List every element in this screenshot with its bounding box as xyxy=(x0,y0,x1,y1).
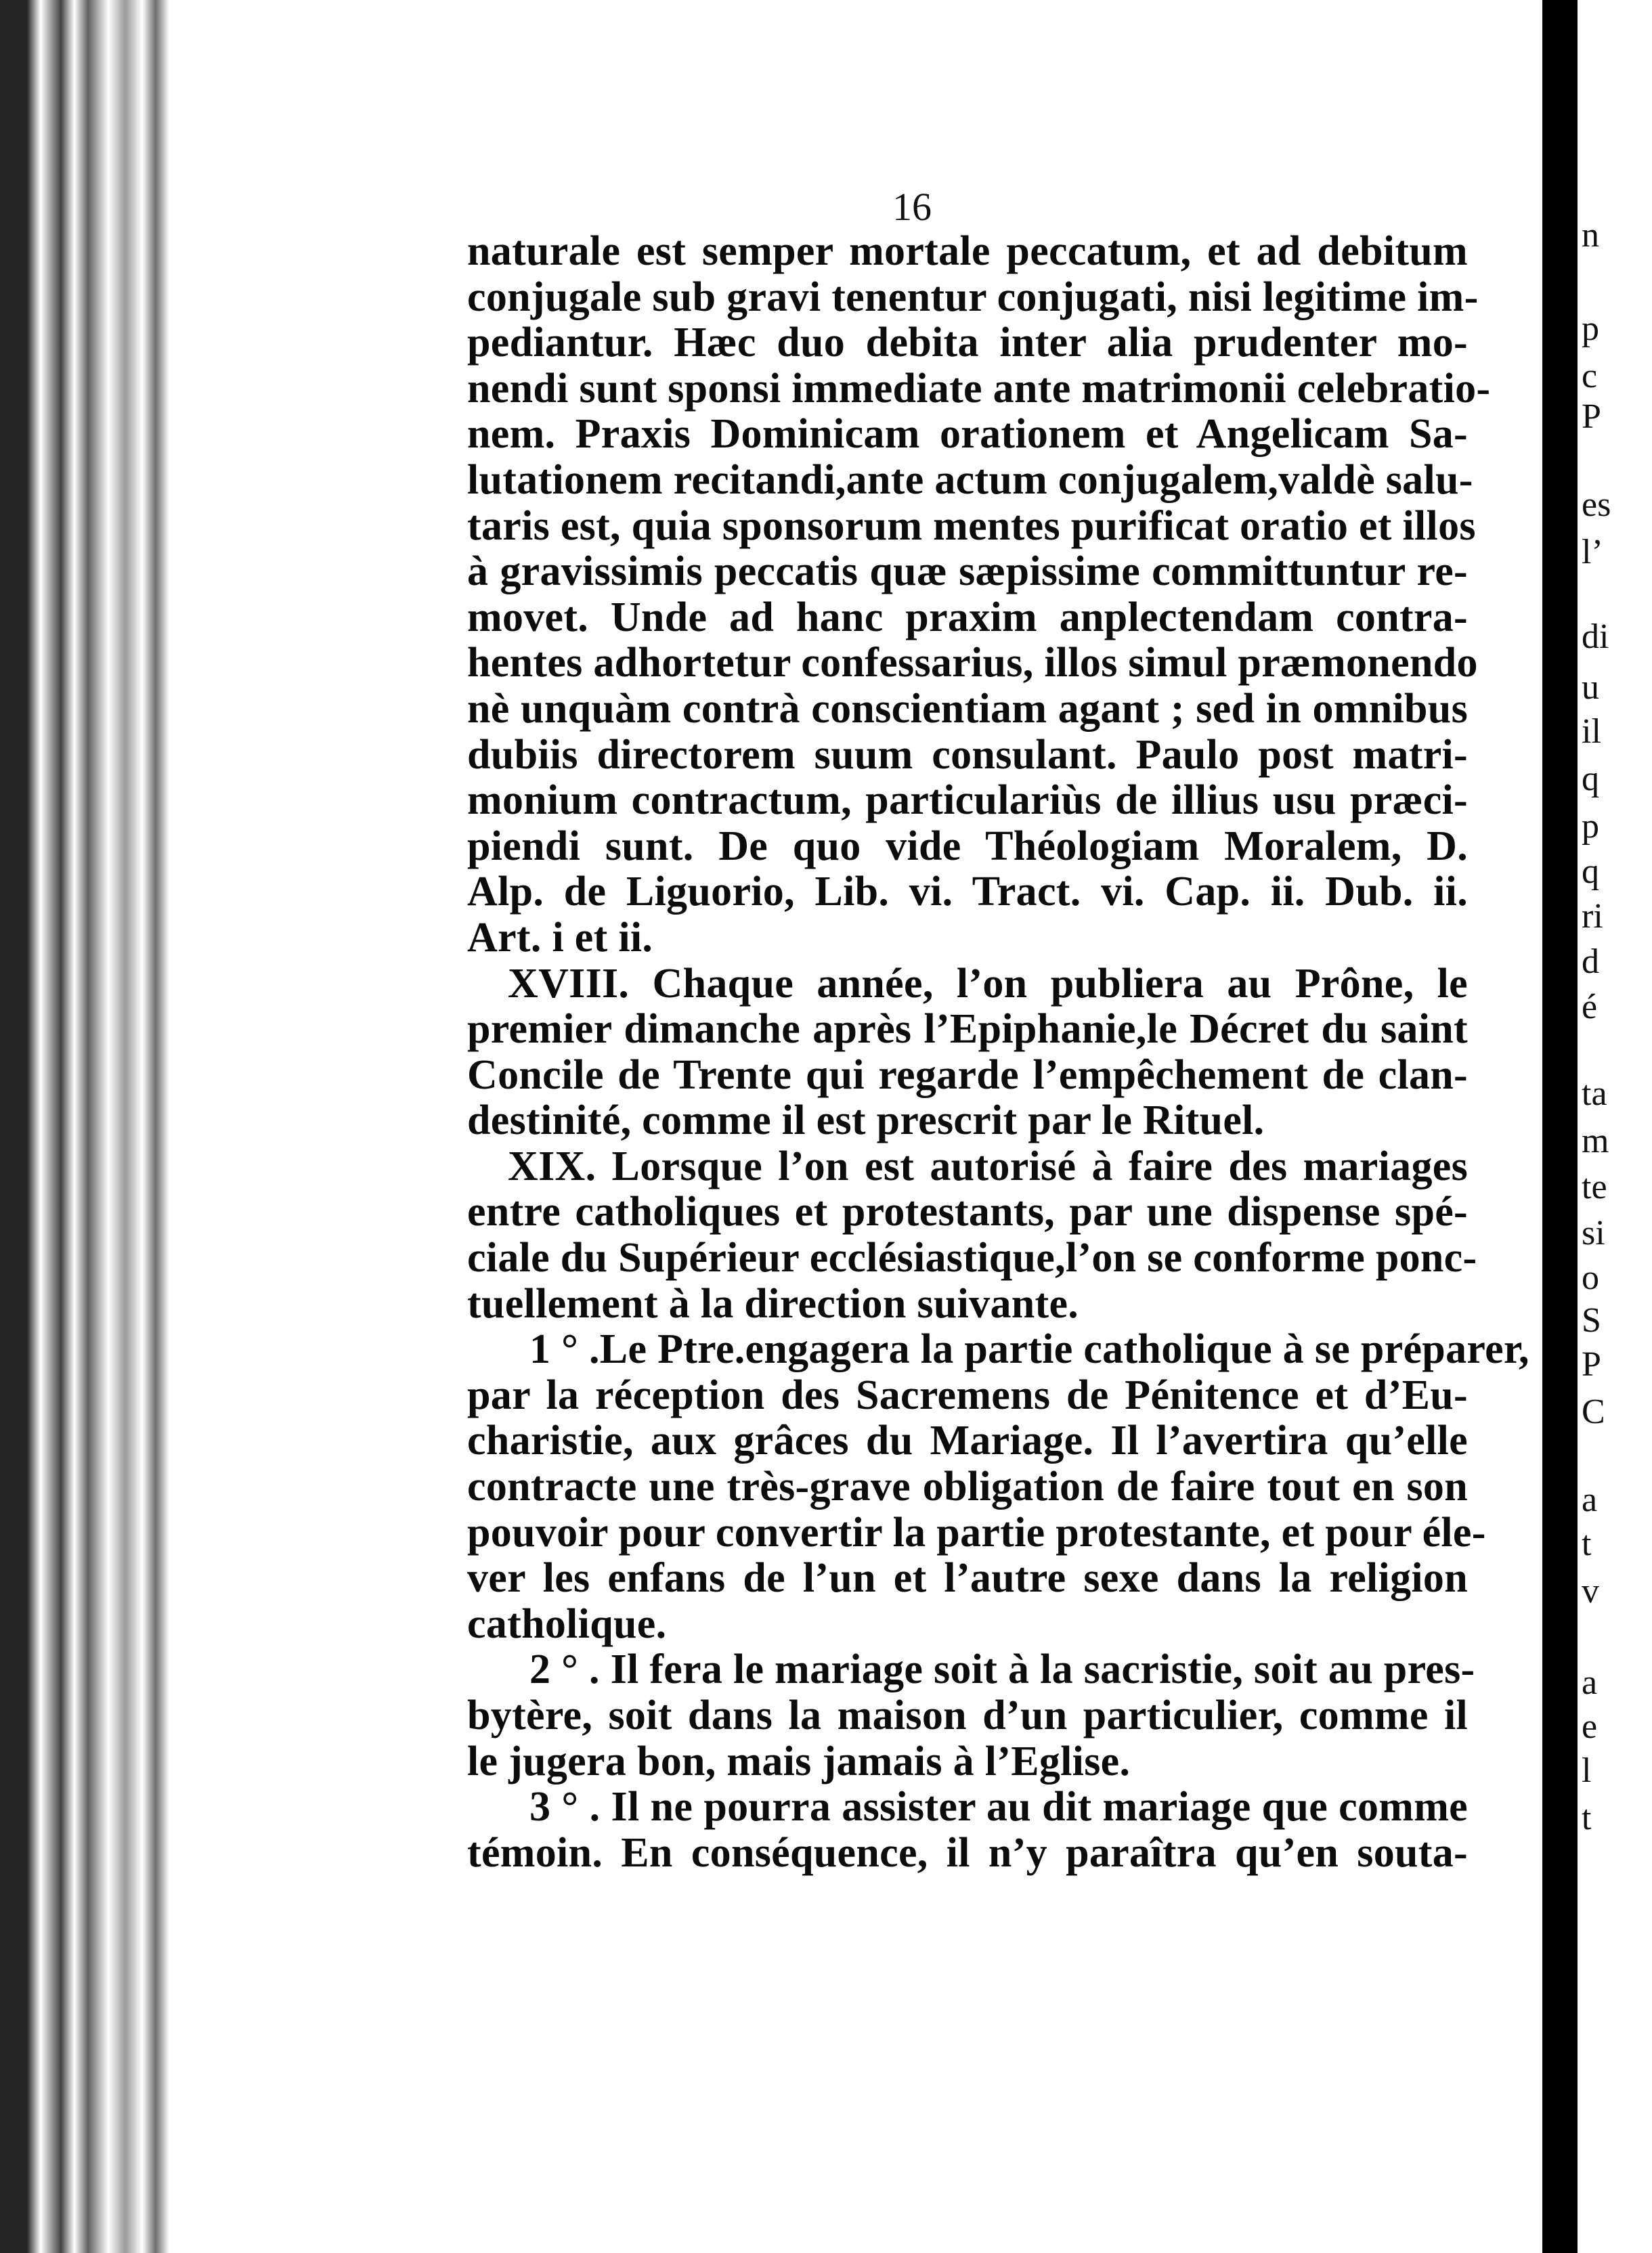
adjacent-page-letter: l’ xyxy=(1582,533,1603,571)
adjacent-page-letter: c xyxy=(1582,357,1598,395)
page-number: 16 xyxy=(892,185,932,229)
text-line: à gravissimis peccatis quæ sæpissime committuntur re- xyxy=(467,548,1468,595)
adjacent-page-letter: q xyxy=(1582,760,1599,798)
text-line: témoin. En conséquence, il n’y paraîtra qu’en souta- xyxy=(467,1829,1468,1876)
adjacent-page-letter: l xyxy=(1582,1751,1592,1790)
adjacent-page-letter: ri xyxy=(1582,897,1603,936)
text-line: taris est, quia sponsorum mentes purificat oratio et illos xyxy=(467,502,1476,549)
text-line: le jugera bon, mais jamais à l’Eglise. xyxy=(467,1738,1131,1785)
text-line: 1 ° .Le Ptre.engagera la partie catholique à se préparer, xyxy=(529,1326,1529,1373)
text-line: hentes adhortetur confessarius, illos simul præmonendo xyxy=(467,640,1478,686)
adjacent-page-letter: q xyxy=(1582,852,1599,891)
adjacent-page-letter: n xyxy=(1582,216,1599,255)
adjacent-page-letter: C xyxy=(1582,1393,1605,1431)
adjacent-page-letter: es xyxy=(1582,485,1611,524)
page-body-text xyxy=(467,228,1529,1876)
adjacent-page-fragment xyxy=(1578,0,1652,2253)
book-binding-edge xyxy=(0,0,169,2253)
adjacent-page-letter: si xyxy=(1582,1214,1605,1252)
text-line: 3 ° . Il ne pourra assister au dit mariage que comme xyxy=(529,1784,1468,1831)
page-gutter xyxy=(1542,0,1578,2253)
text-line: charistie, aux grâces du Mariage. Il l’avertira qu’elle xyxy=(467,1418,1468,1464)
text-line: ciale du Supérieur ecclésiastique,l’on se conforme ponc- xyxy=(467,1235,1477,1282)
text-line: nè unquàm contrà conscientiam agant ; sed in omnibus xyxy=(467,685,1468,732)
adjacent-page-letter: p xyxy=(1582,807,1599,846)
text-line: catholique. xyxy=(467,1600,667,1647)
text-line: piendi sunt. De quo vide Théologiam Moralem, D. xyxy=(467,823,1468,869)
text-line: par la réception des Sacremens de Pénitence et d’Eu- xyxy=(467,1372,1468,1418)
text-line: Alp. de Liguorio, Lib. vi. Tract. vi. Cap. ii. Dub. ii. xyxy=(467,869,1468,915)
text-line: Art. i et ii. xyxy=(467,914,653,961)
text-line: contracte une très-grave obligation de faire tout en son xyxy=(467,1464,1468,1510)
adjacent-page-letter: t xyxy=(1582,1799,1592,1837)
adjacent-page-letter: a xyxy=(1582,1663,1598,1702)
adjacent-page-letter: P xyxy=(1582,397,1601,436)
text-line: 2 ° . Il fera le mariage soit à la sacristie, soit au pres- xyxy=(529,1646,1475,1693)
text-line: monium contractum, particulariùs de illius usu præci- xyxy=(467,777,1468,824)
text-line: premier dimanche après l’Epiphanie,le Décret du saint xyxy=(467,1006,1468,1053)
text-line: nem. Praxis Dominicam orationem et Angelicam Sa- xyxy=(467,411,1468,458)
adjacent-page-letter: v xyxy=(1582,1572,1599,1611)
text-line: dubiis directorem suum consulant. Paulo post matri- xyxy=(467,731,1468,778)
adjacent-page-letter: P xyxy=(1582,1345,1601,1384)
text-line: movet. Unde ad hanc praxim anplectendam contra- xyxy=(467,594,1468,640)
adjacent-page-letter: t xyxy=(1582,1525,1592,1563)
text-line: ver les enfans de l’un et l’autre sexe dans la religion xyxy=(467,1555,1468,1602)
adjacent-page-letter: il xyxy=(1582,712,1601,751)
adjacent-page-letter: p xyxy=(1582,309,1599,348)
adjacent-page-letter: e xyxy=(1582,1707,1598,1746)
text-line: pouvoir pour convertir la partie protestante, et pour éle- xyxy=(467,1509,1486,1556)
text-line: entre catholiques et protestants, par une dispense spé- xyxy=(467,1189,1468,1235)
text-line: XVIII. Chaque année, l’on publiera au Prône, le xyxy=(508,960,1468,1007)
adjacent-page-letter: a xyxy=(1582,1481,1598,1519)
text-line: naturale est semper mortale peccatum, et ad debitum xyxy=(467,228,1468,274)
adjacent-page-letter: m xyxy=(1582,1122,1609,1160)
text-line: pediantur. Hæc duo debita inter alia prudenter mo- xyxy=(467,320,1468,366)
adjacent-page-letter: te xyxy=(1582,1168,1607,1206)
text-line: tuellement à la direction suivante. xyxy=(467,1280,1079,1327)
adjacent-page-letter: ta xyxy=(1582,1074,1607,1113)
text-line: bytère, soit dans la maison d’un particulier, comme il xyxy=(467,1692,1468,1738)
adjacent-page-letter: u xyxy=(1582,668,1599,707)
adjacent-page-letter: S xyxy=(1582,1301,1601,1340)
text-line: destinité, comme il est prescrit par le Rituel. xyxy=(467,1097,1265,1144)
text-line: Concile de Trente qui regarde l’empêchement de clan- xyxy=(467,1051,1468,1098)
text-line: lutationem recitandi,ante actum conjugalem,valdè salu- xyxy=(467,456,1473,503)
adjacent-page-letter: o xyxy=(1582,1259,1599,1297)
text-line: XIX. Lorsque l’on est autorisé à faire des mariages xyxy=(508,1143,1468,1189)
adjacent-page-letter: d xyxy=(1582,942,1599,981)
adjacent-page-letter: é xyxy=(1582,988,1598,1026)
text-line: conjugale sub gravi tenentur conjugati, nisi legitime im- xyxy=(467,274,1479,320)
text-line: nendi sunt sponsi immediate ante matrimonii celebratio- xyxy=(467,365,1491,412)
adjacent-page-letter: di xyxy=(1582,617,1609,656)
